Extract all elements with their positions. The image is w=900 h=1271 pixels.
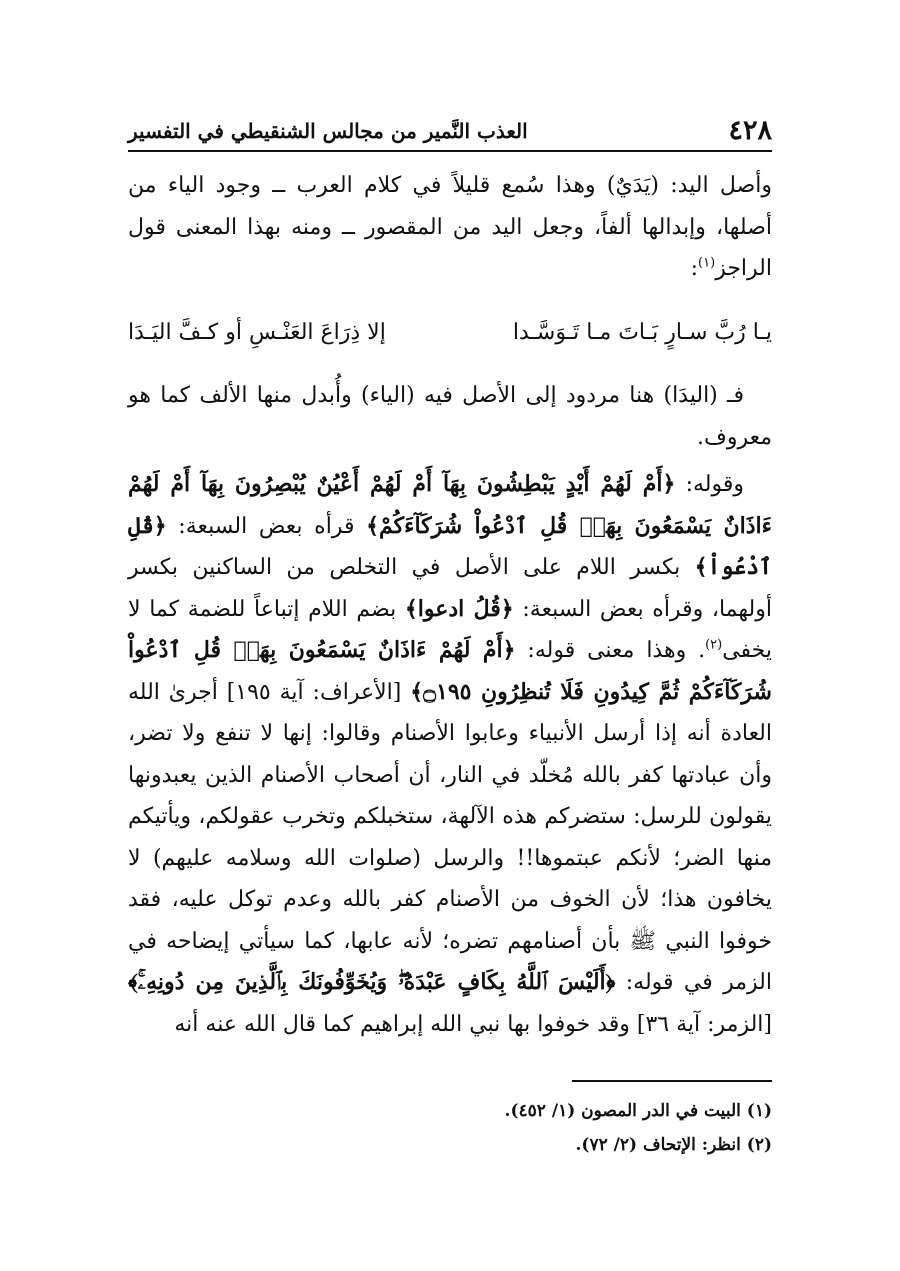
header-divider <box>128 150 772 152</box>
quran-quote: ﴿قُلِ ٱدْعُواْ﴾ <box>128 512 772 580</box>
paragraph-origin-of-yad <box>128 165 772 290</box>
paragraph-text: وأصل اليد: (يَدَيٌ) وهذا سُمع قليلاً في كلام العرب ــ وجود الياء من أصلها، وإبدالها ألفاً، وجعل اليد من المقصور ــ ومنه بهذا المعنى قول الراجز <box>128 173 772 281</box>
quran-quote: ﴿أَمْ لَهُمْ ءَاذَانٌ يَسْمَعُونَ بِهَاۗ قُلِ ٱدْعُواْ شُرَكَآءَكُمْ ثُمَّ كِيدُونِ فَلَا تُنظِرُونِ ۝١٩٥﴾ <box>128 637 772 705</box>
text-run: [الأعراف: آية ١٩٥] أجرىٰ الله العادة أنه إذا أرسل الأنبياء وعابوا الأصنام وقالوا: إنها لا تنفع ولا تضر، وأن عبادتها كفر بالله مُخلّد في النار، أن أصحاب الأصنام الذين يعبدونها يقولون للرسل: ستضركم هذه الآلهة، ستخبلكم وتخرب عقولكم، ويأتيكم منها الضر؛ لأنكم عبتموها!! والرسل (صلوات الله وسلامه عليهم) لا يخافون هذا؛ لأن الخوف من الأصنام كفر بالله وعدم توكل عليه، فقد خوفوا النبي ﷺ بأن أصنامهم تضره؛ لأنه عابها، كما سيأتي إيضاحه في الزمر في قوله: <box>128 679 772 995</box>
footnote-ref-2: (٢) <box>705 637 723 653</box>
verse-first-hemistich: يـا رُبَّ سـارٍ بَـاتَ مـا تَـوَسَّـدا <box>512 319 772 345</box>
footnote-ref-1: (١) <box>698 255 716 271</box>
paragraph-colon: : <box>690 256 699 281</box>
quran-quote: ﴿أَلَيْسَ ٱللَّهُ بِكَافٍ عَبْدَهُۥۖ وَيُخَوِّفُونَكَ بِٱلَّذِينَ مِن دُونِهِۦۚ﴾ <box>128 969 616 995</box>
verse-second-hemistich: إلا ذِرَاعَ العَنْـسِ أو كـفَّ اليَـدَا <box>128 319 386 345</box>
text-run: بكسر اللام على الأصل في التخلص من الساكنين بكسر أولهما، وقرأه بعض السبعة: <box>128 555 772 622</box>
book-title: العذب النَّمير من مجالس الشنقيطي في التفسير <box>128 119 528 143</box>
paragraph-alyada: فـ (اليدَا) هنا مردود إلى الأصل فيه (الياء) وأُبدل منها الألف كما هو معروف. <box>128 383 772 450</box>
text-run: وقوله: <box>675 472 744 497</box>
paragraph-commentary <box>128 464 772 1045</box>
footnote-1: (١) البيت في الدر المصون (١/ ٤٥٢). <box>504 1101 772 1121</box>
page-number: ٤٢٨ <box>728 115 772 146</box>
footnotes <box>128 1094 772 1162</box>
text-run: [الزمر: آية ٣٦] وقد خوفوا بها نبي الله إبراهيم كما قال الله عنه أنه <box>174 1011 772 1037</box>
footnote-2: (٢) انظر: الإتحاف (٢/ ٧٢). <box>575 1135 772 1155</box>
running-header <box>128 108 772 148</box>
quran-quote: ﴿أَمْ لَهُمْ أَيْدٍ يَبْطِشُونَ بِهَآ أَمْ لَهُمْ أَعْيُنٌ يُبْصِرُونَ بِهَآ أَمْ لَهُمْ ءَاذَانٌ يَسْمَعُونَ بِهَاۗ قُلِ ٱدْعُواْ شُرَكَآءَكُمْ﴾ <box>128 471 772 539</box>
quran-quote: ﴿قُلُ ادعوا﴾ <box>404 595 514 622</box>
text-run: بضم اللام إتباعاً للضمة كما لا يخفى <box>128 596 772 663</box>
footnote-divider <box>572 1080 772 1082</box>
poem-verse <box>128 312 772 354</box>
text-run: قرأه بعض السبعة: <box>166 513 367 539</box>
text-run: . وهذا معنى قوله: <box>515 638 706 663</box>
main-text <box>128 165 772 1045</box>
